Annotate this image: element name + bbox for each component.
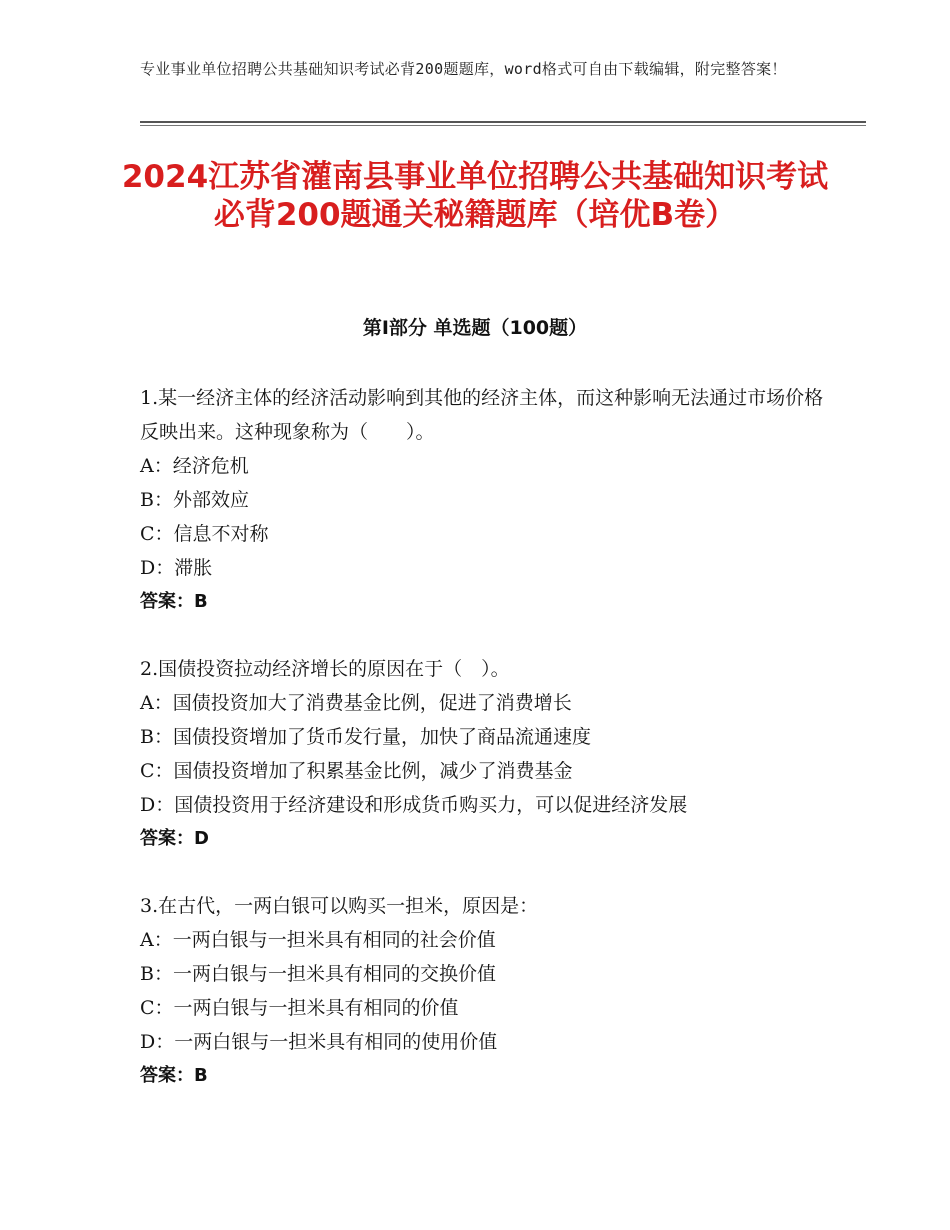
- option-a: A：一两白银与一担米具有相同的社会价值: [140, 929, 496, 951]
- header-note: 专业事业单位招聘公共基础知识考试必背200题题库，word格式可自由下载编辑，附完整答案！: [140, 60, 787, 78]
- option-b: B：国债投资增加了货币发行量，加快了商品流通速度: [140, 726, 591, 748]
- answer-label: 答案：B: [140, 591, 208, 612]
- option-d: D：国债投资用于经济建设和形成货币购买力，可以促进经济发展: [140, 794, 688, 816]
- option-d: D：一两白银与一担米具有相同的使用价值: [140, 1031, 498, 1053]
- document-title: 2024江苏省灌南县事业单位招聘公共基础知识考试必背200题通关秘籍题库（培优B卷）: [121, 159, 829, 233]
- header-divider-thin: [140, 125, 866, 126]
- answer-label: 答案：D: [140, 828, 209, 849]
- question-list: [140, 381, 830, 1126]
- option-a: A：国债投资加大了消费基金比例，促进了消费增长: [140, 692, 572, 714]
- option-b: B：外部效应: [140, 489, 249, 511]
- option-d: D：滞胀: [140, 557, 213, 579]
- question-stem: 2.国债投资拉动经济增长的原因在于（ ）。: [140, 658, 510, 680]
- header-divider-thick: [140, 121, 866, 123]
- option-b: B：一两白银与一担米具有相同的交换价值: [140, 963, 496, 985]
- option-a: A：经济危机: [140, 455, 249, 477]
- option-c: C：一两白银与一担米具有相同的价值: [140, 997, 459, 1019]
- option-c: C：国债投资增加了积累基金比例，减少了消费基金: [140, 760, 573, 782]
- option-c: C：信息不对称: [140, 523, 269, 545]
- question-stem: 1.某一经济主体的经济活动影响到其他的经济主体，而这种影响无法通过市场价格反映出来。这种现象称为（ ）。: [140, 387, 824, 443]
- question-3: [140, 889, 830, 1093]
- answer-label: 答案：B: [140, 1065, 208, 1086]
- question-1: [140, 381, 830, 619]
- question-2: [140, 652, 830, 856]
- question-stem: 3.在古代，一两白银可以购买一担米，原因是：: [140, 895, 539, 917]
- section-title: 第Ⅰ部分 单选题（100题）: [362, 317, 588, 339]
